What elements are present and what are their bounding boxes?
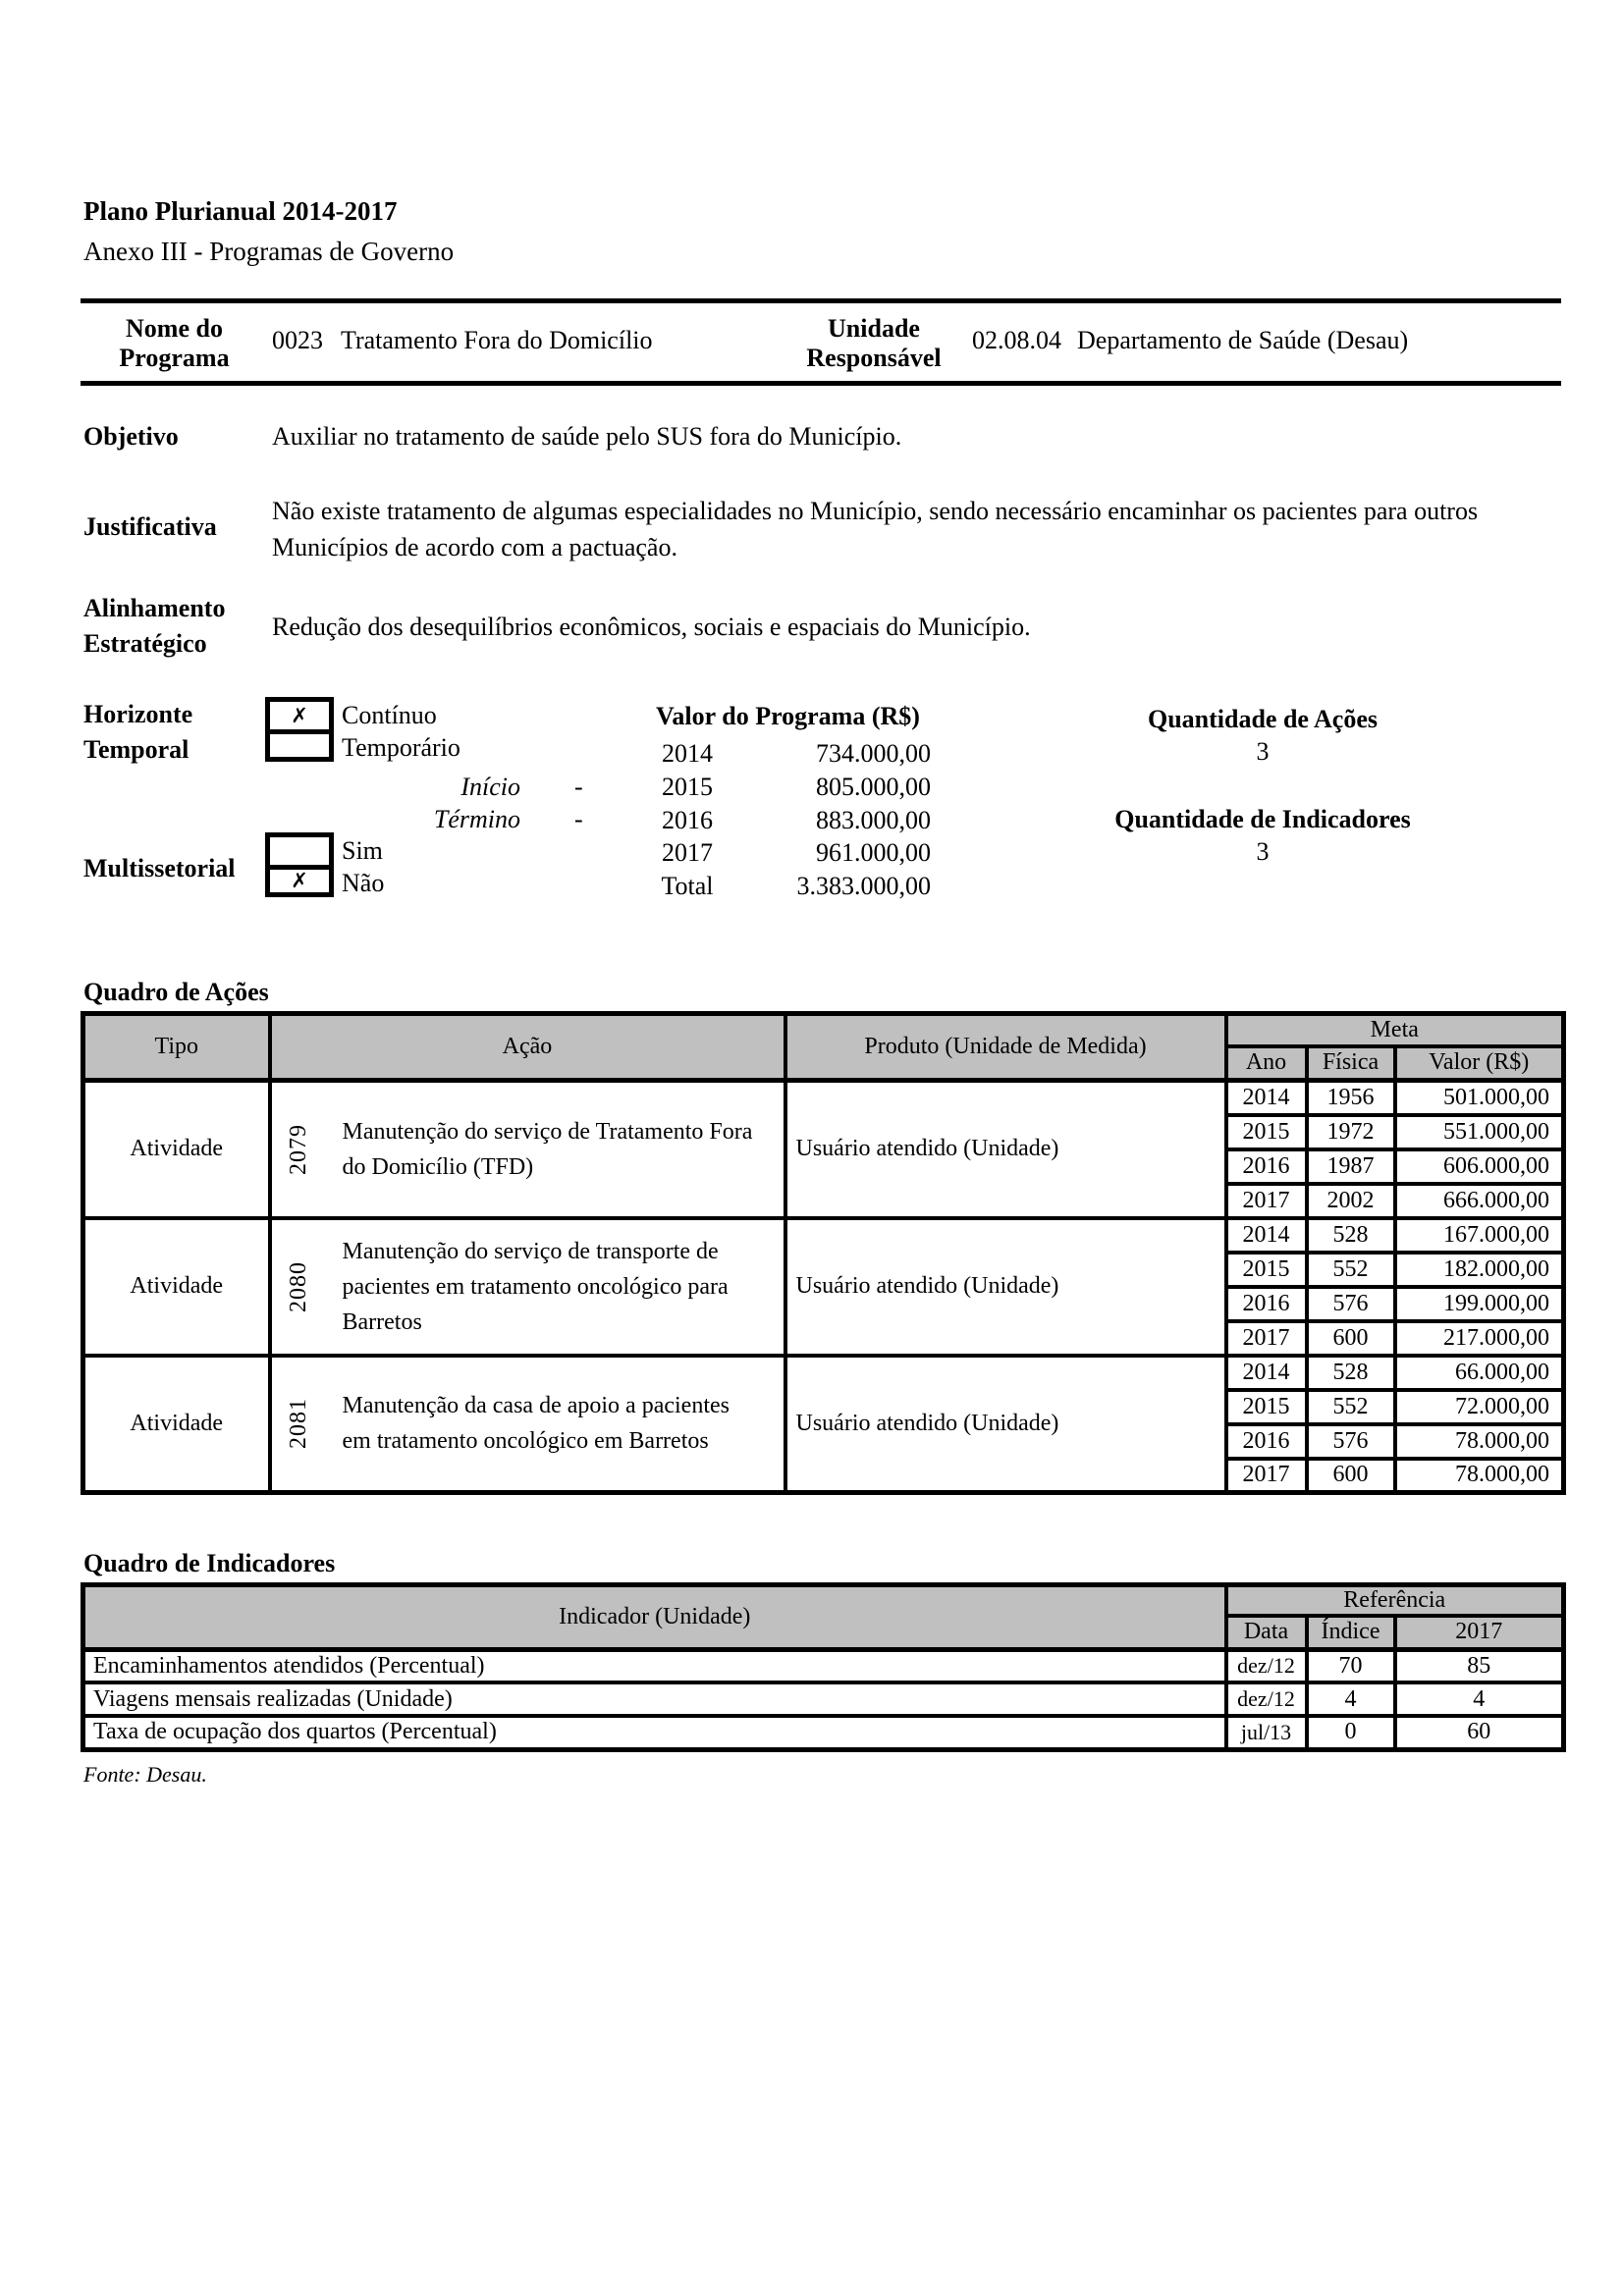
- inicio-label: Início: [460, 773, 520, 801]
- nao-check-mark: ✗: [291, 869, 308, 892]
- meta-fisica: 528: [1307, 1218, 1395, 1253]
- action-tipo: Atividade: [83, 1356, 270, 1493]
- meta-ano: 2015: [1226, 1253, 1307, 1287]
- indicator-indice: 0: [1307, 1716, 1395, 1749]
- meta-ano: 2017: [1226, 1184, 1307, 1218]
- meta-fisica: 552: [1307, 1390, 1395, 1424]
- objetivo-label: Objetivo: [83, 422, 179, 451]
- nao-label: Não: [342, 869, 385, 897]
- program-code: 0023: [272, 326, 323, 354]
- col-header-tipo: Tipo: [83, 1014, 270, 1081]
- indicator-row: [83, 1682, 1564, 1716]
- action-descricao: Manutenção do serviço de transporte de pacientes em tratamento oncológico para Barretos: [342, 1238, 729, 1335]
- col-header-meta: Meta: [1226, 1014, 1564, 1046]
- quadro-acoes-table-wrap: [81, 1011, 1566, 1495]
- valor-year: 2015: [662, 773, 713, 801]
- program-name: Tratamento Fora do Domicílio: [341, 326, 653, 354]
- col-header-fisica: Física: [1307, 1046, 1395, 1081]
- continuo-check-mark: ✗: [291, 703, 308, 727]
- meta-ano: 2016: [1226, 1424, 1307, 1459]
- termino-label: Término: [433, 805, 520, 833]
- quadro-acoes-table: [81, 1011, 1566, 1495]
- col-header-referencia: Referência: [1226, 1585, 1564, 1617]
- meta-valor: 501.000,00: [1395, 1081, 1564, 1115]
- meta-valor: 666.000,00: [1395, 1184, 1564, 1218]
- col-header-indice: Índice: [1307, 1616, 1395, 1649]
- action-row: [83, 1218, 1564, 1253]
- col-header-ano: Ano: [1226, 1046, 1307, 1081]
- action-tipo: Atividade: [83, 1218, 270, 1356]
- program-name-value: [272, 326, 653, 355]
- meta-fisica: 576: [1307, 1287, 1395, 1321]
- header-rule-bottom: [81, 381, 1561, 386]
- action-produto: Usuário atendido (Unidade): [785, 1356, 1226, 1493]
- checkbox-nao: [270, 865, 329, 892]
- meta-fisica: 576: [1307, 1424, 1395, 1459]
- horizonte-temporal-label: Horizonte Temporal: [83, 700, 193, 764]
- quantidade-indicadores-value: 3: [1256, 837, 1270, 866]
- indicator-name: Viagens mensais realizadas (Unidade): [83, 1682, 1226, 1716]
- valor-year: 2014: [662, 739, 713, 768]
- checkbox-temporario: [270, 729, 329, 757]
- meta-valor: 182.000,00: [1395, 1253, 1564, 1287]
- indicator-2017: 4: [1395, 1682, 1564, 1716]
- action-acao-cell: [270, 1356, 785, 1493]
- action-acao-cell: [270, 1081, 785, 1218]
- alinhamento-label: Alinhamento Estratégico: [83, 594, 226, 658]
- meta-fisica: 2002: [1307, 1184, 1395, 1218]
- checkbox-sim: [270, 837, 329, 865]
- valor-year: 2016: [662, 806, 713, 834]
- meta-valor: 66.000,00: [1395, 1356, 1564, 1390]
- meta-ano: 2017: [1226, 1459, 1307, 1493]
- indicator-data: jul/13: [1226, 1716, 1307, 1749]
- valor-value: 734.000,00: [816, 739, 931, 768]
- meta-valor: 606.000,00: [1395, 1149, 1564, 1184]
- valor-total-value: 3.383.000,00: [796, 872, 931, 900]
- col-header-indicador: Indicador (Unidade): [83, 1585, 1226, 1650]
- unit-name: Departamento de Saúde (Desau): [1077, 326, 1409, 354]
- meta-ano: 2015: [1226, 1115, 1307, 1149]
- valor-value: 805.000,00: [816, 773, 931, 801]
- meta-fisica: 552: [1307, 1253, 1395, 1287]
- sim-label: Sim: [342, 836, 383, 865]
- action-acao-cell: [270, 1218, 785, 1356]
- unit-code: 02.08.04: [972, 326, 1061, 354]
- quadro-indicadores-table-wrap: [81, 1582, 1566, 1752]
- justificativa-label: Justificativa: [83, 512, 217, 541]
- meta-fisica: 1956: [1307, 1081, 1395, 1115]
- alinhamento-text: Redução dos desequilíbrios econômicos, sociais e espaciais do Município.: [272, 613, 1031, 641]
- meta-fisica: 1987: [1307, 1149, 1395, 1184]
- action-produto: Usuário atendido (Unidade): [785, 1081, 1226, 1218]
- justificativa-text: Não existe tratamento de algumas especialidades no Município, sendo necessário encaminhar os pacientes para outros Municípios de acordo com a pactuação.: [272, 497, 1479, 561]
- action-tipo: Atividade: [83, 1081, 270, 1218]
- valor-year: 2017: [662, 838, 713, 867]
- program-unit-label: Unidade Responsável: [806, 314, 942, 372]
- program-unit-value: [972, 326, 1408, 355]
- horizonte-checkbox-group: [265, 697, 334, 762]
- action-descricao: Manutenção da casa de apoio a pacientes em tratamento oncológico em Barretos: [342, 1393, 730, 1455]
- col-header-produto: Produto (Unidade de Medida): [785, 1014, 1226, 1081]
- multissetorial-label: Multissetorial: [83, 854, 236, 882]
- indicator-data: dez/12: [1226, 1682, 1307, 1716]
- valor-value: 883.000,00: [816, 806, 931, 834]
- meta-fisica: 1972: [1307, 1115, 1395, 1149]
- page-title: Plano Plurianual 2014-2017: [83, 196, 398, 226]
- meta-fisica: 528: [1307, 1356, 1395, 1390]
- fonte-note: Fonte: Desau.: [83, 1762, 207, 1787]
- indicator-2017: 85: [1395, 1649, 1564, 1682]
- quantidade-acoes-label: Quantidade de Ações: [1147, 705, 1379, 733]
- temporario-label: Temporário: [342, 733, 460, 762]
- col-header-data: Data: [1226, 1616, 1307, 1649]
- continuo-label: Contínuo: [342, 701, 437, 729]
- meta-valor: 199.000,00: [1395, 1287, 1564, 1321]
- quadro-indicadores-table: [81, 1582, 1566, 1752]
- termino-value: -: [574, 805, 583, 833]
- quadro-acoes-title: Quadro de Ações: [83, 978, 269, 1006]
- meta-ano: 2016: [1226, 1149, 1307, 1184]
- valor-value: 961.000,00: [816, 838, 931, 867]
- indicator-2017: 60: [1395, 1716, 1564, 1749]
- quantidade-acoes-value: 3: [1256, 737, 1270, 766]
- meta-valor: 167.000,00: [1395, 1218, 1564, 1253]
- header-rule-top: [81, 298, 1561, 303]
- meta-ano: 2015: [1226, 1390, 1307, 1424]
- page-subtitle: Anexo III - Programas de Governo: [83, 237, 455, 266]
- action-row: [83, 1356, 1564, 1390]
- multissetorial-checkbox-group: [265, 832, 334, 897]
- action-codigo: 2079: [285, 1123, 311, 1175]
- meta-valor: 78.000,00: [1395, 1424, 1564, 1459]
- meta-fisica: 600: [1307, 1321, 1395, 1356]
- meta-ano: 2014: [1226, 1081, 1307, 1115]
- action-codigo: 2081: [285, 1398, 311, 1450]
- meta-ano: 2016: [1226, 1287, 1307, 1321]
- meta-valor: 551.000,00: [1395, 1115, 1564, 1149]
- col-header-acao: Ação: [270, 1014, 785, 1081]
- meta-ano: 2014: [1226, 1356, 1307, 1390]
- quadro-indicadores-title: Quadro de Indicadores: [83, 1549, 336, 1577]
- indicator-row: [83, 1649, 1564, 1682]
- meta-fisica: 600: [1307, 1459, 1395, 1493]
- inicio-value: -: [574, 773, 583, 801]
- objetivo-text: Auxiliar no tratamento de saúde pelo SUS fora do Município.: [272, 422, 902, 451]
- indicator-row: [83, 1716, 1564, 1749]
- meta-valor: 78.000,00: [1395, 1459, 1564, 1493]
- meta-ano: 2014: [1226, 1218, 1307, 1253]
- checkbox-continuo: [270, 702, 329, 729]
- col-header-2017: 2017: [1395, 1616, 1564, 1649]
- action-row: [83, 1081, 1564, 1115]
- valor-total-label: Total: [661, 872, 714, 900]
- indicator-data: dez/12: [1226, 1649, 1307, 1682]
- action-codigo: 2080: [285, 1260, 311, 1312]
- indicator-name: Taxa de ocupação dos quartos (Percentual): [83, 1716, 1226, 1749]
- meta-valor: 72.000,00: [1395, 1390, 1564, 1424]
- indicator-indice: 70: [1307, 1649, 1395, 1682]
- indicator-indice: 4: [1307, 1682, 1395, 1716]
- program-name-label: Nome do Programa: [119, 314, 230, 372]
- meta-ano: 2017: [1226, 1321, 1307, 1356]
- meta-valor: 217.000,00: [1395, 1321, 1564, 1356]
- action-produto: Usuário atendido (Unidade): [785, 1218, 1226, 1356]
- quantidade-indicadores-label: Quantidade de Indicadores: [1114, 805, 1411, 833]
- valor-programa-title: Valor do Programa (R$): [656, 702, 920, 730]
- col-header-valor: Valor (R$): [1395, 1046, 1564, 1081]
- indicator-name: Encaminhamentos atendidos (Percentual): [83, 1649, 1226, 1682]
- action-descricao: Manutenção do serviço de Tratamento Fora do Domicílio (TFD): [342, 1118, 753, 1180]
